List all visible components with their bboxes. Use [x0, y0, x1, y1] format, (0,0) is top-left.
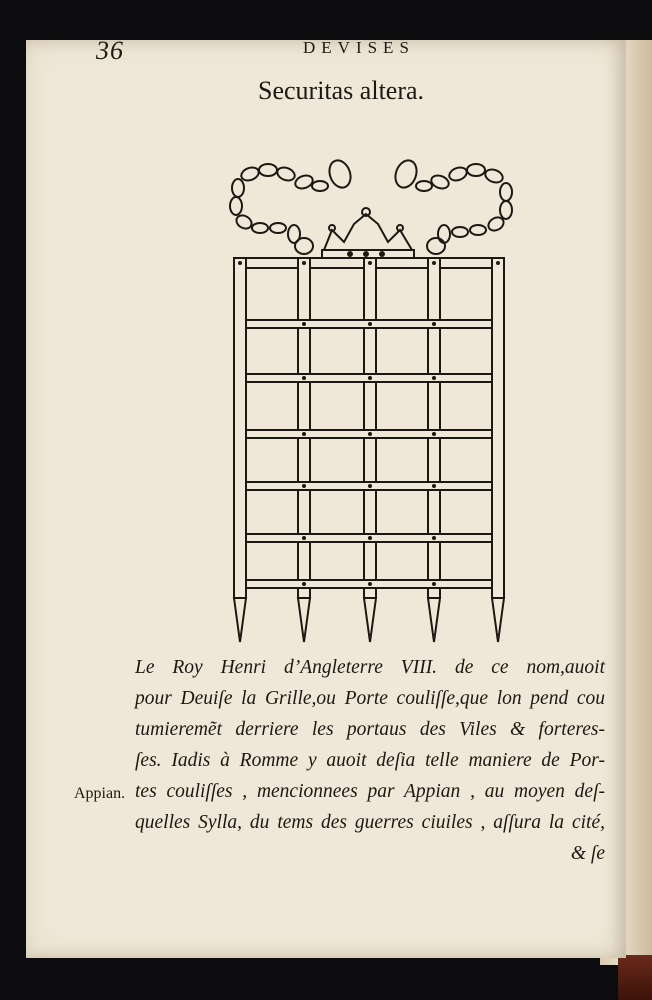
- text-line: ſes. Iadis à Romme y auoit deſia telle maniere de Por-: [135, 750, 605, 771]
- running-head: DEVISES: [303, 38, 415, 57]
- margin-note: Appian.: [74, 785, 126, 802]
- right-chain-icon: [392, 157, 512, 254]
- book-cover-edge: [618, 955, 652, 1000]
- crown-icon: [322, 208, 414, 260]
- body-paragraph: [135, 652, 605, 869]
- text-line: tes couliſſes , mencionnees par Appian , au moyen deſ-: [135, 781, 605, 802]
- text-line: pour Deuiſe la Grille,ou Porte couliſſe,que lon pend cou: [135, 688, 605, 709]
- portcullis-with-crown-and-chains-icon: [200, 150, 520, 650]
- page-number: 36: [96, 36, 124, 65]
- catchword: & ſe: [570, 843, 605, 864]
- text-line: Le Roy Henri d’Angleterre VIII. de ce nom,auoit: [135, 657, 605, 678]
- text-line: quelles Sylla, du tems des guerres ciuiles , aſſura la cité,: [135, 812, 605, 833]
- text-line: tumieremẽt derriere les portaus des Viles & forteres-: [135, 719, 605, 740]
- device-title: Securitas altera.: [258, 76, 425, 105]
